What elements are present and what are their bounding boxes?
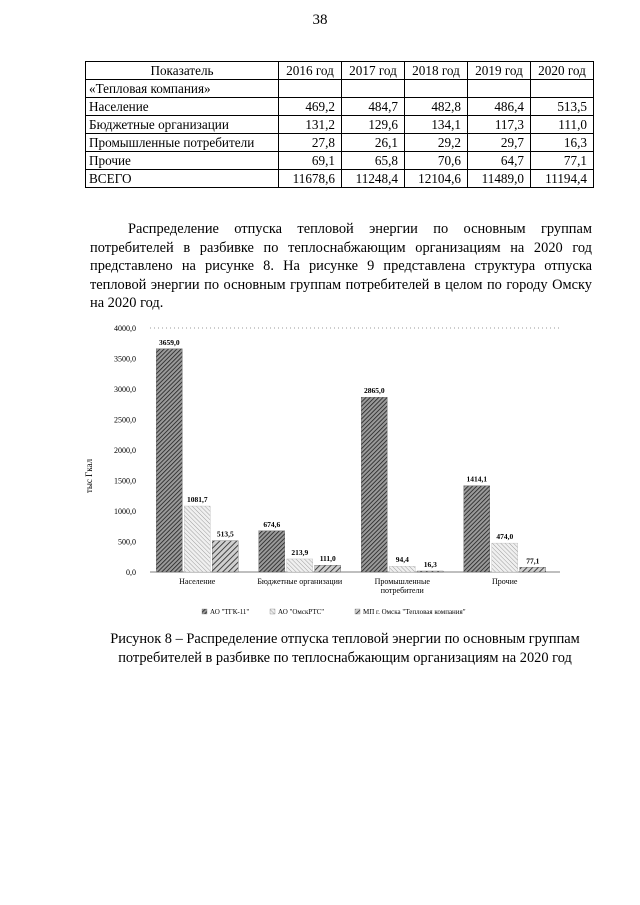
table-row-label: ВСЕГО	[86, 170, 279, 188]
legend-swatch	[202, 609, 207, 614]
bar	[492, 543, 518, 572]
y-tick-label: 1500,0	[114, 476, 136, 486]
bar-value-label: 77,1	[526, 556, 540, 566]
bar-value-label: 674,6	[263, 519, 281, 529]
bar	[417, 571, 443, 572]
legend-label: АО "ТГК-11"	[210, 608, 250, 616]
bar	[361, 397, 387, 572]
body-paragraph: Распределение отпуска тепловой энергии по основным группам потребителей в разбивке по теплоснабжающим организациям на 2020 год представлено на рисунке 8. На рисунке 9 представлена структура отпуска тепловой энергии по основным группам потребителей в целом по городу Омску на 2020 год.	[90, 221, 592, 311]
table-header-cell: 2017 год	[342, 62, 405, 80]
bar-value-label: 94,4	[395, 555, 409, 565]
bar	[520, 567, 546, 572]
bar-value-label: 1081,7	[186, 495, 208, 505]
y-tick-label: 500,0	[118, 537, 136, 547]
bar-value-label: 16,3	[423, 560, 437, 570]
x-tick-label: Население	[179, 577, 216, 586]
table-row	[86, 152, 594, 170]
table-row	[86, 134, 594, 152]
bar	[464, 486, 490, 572]
table-cell	[279, 80, 342, 98]
table-cell: 111,0	[531, 116, 594, 134]
bar-value-label: 111,0	[319, 554, 336, 564]
table-row-label: Бюджетные организации	[86, 116, 279, 134]
table-row	[86, 80, 594, 98]
table-cell: 11678,6	[279, 170, 342, 188]
bar-value-label: 3659,0	[158, 337, 180, 347]
table-cell: 484,7	[342, 98, 405, 116]
table-cell: 129,6	[342, 116, 405, 134]
table-cell: 486,4	[468, 98, 531, 116]
bar	[156, 349, 182, 572]
bar	[315, 565, 341, 572]
table-cell: 11489,0	[468, 170, 531, 188]
table-row-label: «Тепловая компания»	[86, 80, 279, 98]
legend-swatch	[355, 609, 360, 614]
bar-value-label: 513,5	[216, 529, 234, 539]
table-cell: 64,7	[468, 152, 531, 170]
bar-value-label: 1414,1	[466, 474, 488, 484]
legend-label: МП г. Омска "Тепловая компания"	[363, 608, 466, 616]
y-tick-label: 3500,0	[114, 354, 136, 364]
table-cell: 29,7	[468, 134, 531, 152]
table-row-label: Население	[86, 98, 279, 116]
table-cell: 26,1	[342, 134, 405, 152]
table-cell	[531, 80, 594, 98]
x-tick-label: Прочие	[492, 577, 518, 586]
y-tick-label: 2000,0	[114, 446, 136, 455]
page-number: 38	[312, 12, 328, 28]
table-cell: 12104,6	[405, 170, 468, 188]
table-cell: 69,1	[279, 152, 342, 170]
y-tick-label: 4000,0	[114, 324, 136, 333]
table-cell: 11248,4	[342, 170, 405, 188]
bar	[212, 541, 238, 572]
x-tick-label: Промышленные	[374, 577, 430, 586]
figure-caption: Рисунок 8 – Распределение отпуска тепловой энергии по основным группам потребителей в разбивке по теплоснабжающим организациям на 2020 год	[110, 631, 580, 666]
x-tick-label-line2: потребители	[380, 586, 424, 595]
bar-value-label: 2865,0	[363, 386, 385, 396]
table-cell: 77,1	[531, 152, 594, 170]
bar-chart	[80, 318, 580, 623]
table-cell	[405, 80, 468, 98]
table-header-cell: 2020 год	[531, 62, 594, 80]
table-cell: 482,8	[405, 98, 468, 116]
table-header-cell: 2019 год	[468, 62, 531, 80]
table-cell: 65,8	[342, 152, 405, 170]
y-tick-label: 0,0	[126, 568, 136, 577]
y-tick-label: 2500,0	[114, 415, 136, 425]
table-row-label: Промышленные потребители	[86, 134, 279, 152]
y-tick-label: 1000,0	[114, 507, 136, 516]
table-cell	[468, 80, 531, 98]
table-header-cell: Показатель	[86, 62, 279, 80]
table-row	[86, 116, 594, 134]
bar-value-label: 474,0	[496, 532, 514, 542]
legend-label: АО "ОмскРТС"	[278, 608, 325, 616]
bar	[389, 566, 415, 572]
x-tick-label: Бюджетные организации	[257, 577, 343, 586]
table-cell: 29,2	[405, 134, 468, 152]
bar	[287, 559, 313, 572]
table-row	[86, 170, 594, 188]
table-cell: 70,6	[405, 152, 468, 170]
table-cell: 134,1	[405, 116, 468, 134]
bar	[184, 506, 210, 572]
table-cell	[342, 80, 405, 98]
table-header-cell: 2018 год	[405, 62, 468, 80]
bar	[259, 531, 285, 572]
table-row	[86, 98, 594, 116]
legend-swatch	[270, 609, 275, 614]
y-tick-label: 3000,0	[114, 385, 136, 394]
table-cell: 117,3	[468, 116, 531, 134]
table-cell: 27,8	[279, 134, 342, 152]
y-axis-label: тыс Гкал	[84, 458, 94, 494]
bar-value-label: 213,9	[291, 547, 309, 557]
table-cell: 11194,4	[531, 170, 594, 188]
table-header-row	[86, 62, 594, 80]
table-cell: 513,5	[531, 98, 594, 116]
table-cell: 469,2	[279, 98, 342, 116]
table-cell: 131,2	[279, 116, 342, 134]
table-cell: 16,3	[531, 134, 594, 152]
table-row-label: Прочие	[86, 152, 279, 170]
data-table	[85, 61, 594, 188]
table-header-cell: 2016 год	[279, 62, 342, 80]
